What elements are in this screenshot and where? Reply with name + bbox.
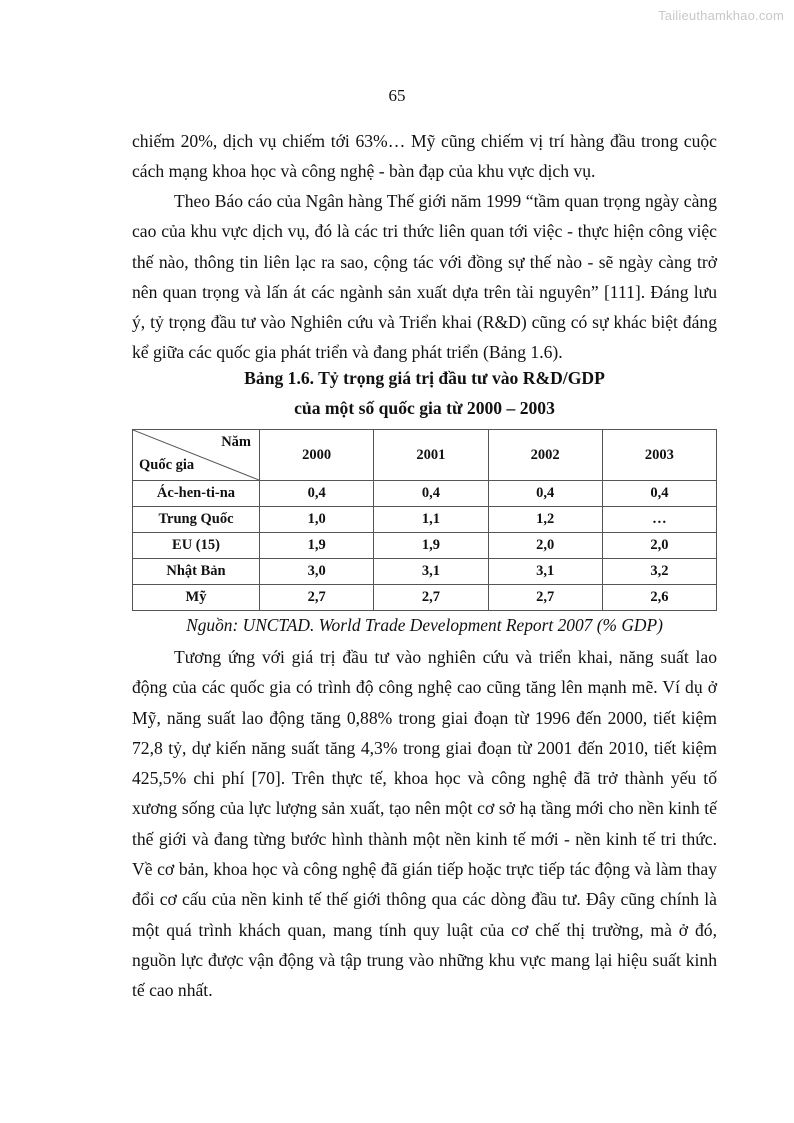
- paragraph-3: Tương ứng với giá trị đầu tư vào nghiên cứu và triển khai, năng suất lao động của các quốc gia có trình độ công nghệ cao cũng tăng lên mạnh mẽ. Ví dụ ở Mỹ, năng suất lao động tăng 0,88% trong giai đoạn từ 1996 đến 2000, tiết kiệm 72,8 tỷ, dự kiến năng suất tăng 4,3% trong giai đoạn từ 2001 đến 2010, tiết kiệm 425,5% chi phí [70]. Trên thực tế, khoa học và công nghệ đã trở thành yếu tố xương sống của lực lượng sản xuất, tạo nên một cơ sở hạ tầng mới cho nền kinh tế thế giới và đang từng bước hình thành một nền kinh tế mới - nền kinh tế tri thức. Về cơ bản, khoa học và công nghệ đã gián tiếp hoặc trực tiếp tác động và làm thay đổi cơ cấu của nền kinh tế thế giới thông qua các dòng đầu tư. Đây cũng chính là một quá trình khách quan, mang tính quy luật của cơ chế thị trường, mà ở đó, nguồn lực được vận động và tập trung vào những khu vực mang lại hiệu suất kinh tế cao nhất.: [132, 647, 717, 1001]
- value-cell: 0,4: [488, 481, 602, 507]
- value-cell: 1,9: [260, 533, 374, 559]
- paragraph-2: Theo Báo cáo của Ngân hàng Thế giới năm 1999 “tầm quan trọng ngày càng cao của khu vực dịch vụ, đó là các tri thức liên quan tới việc - thực hiện công việc thế nào, thông tin liên lạc ra sao, cộng tác với đồng sự thế nào - sẽ ngày càng trở nên quan trọng và lấn át các ngành sản xuất dựa trên tài nguyên” [111]. Đáng lưu ý, tỷ trọng đầu tư vào Nghiên cứu và Triển khai (R&D) cũng có sự khác biệt đáng kể giữa các quốc gia phát triển và đang phát triển (Bảng 1.6).: [132, 191, 717, 363]
- value-cell: 2,7: [260, 585, 374, 611]
- table-row: [133, 507, 717, 533]
- value-cell: 3,1: [374, 559, 488, 585]
- paragraph-1: chiếm 20%, dịch vụ chiếm tới 63%… Mỹ cũng chiếm vị trí hàng đầu trong cuộc cách mạng khoa học và công nghệ - bàn đạp của khu vực dịch vụ.: [132, 131, 717, 182]
- corner-header-cell: [133, 430, 260, 481]
- value-cell: 0,4: [260, 481, 374, 507]
- value-cell: 1,0: [260, 507, 374, 533]
- header-year: 2000: [260, 430, 374, 481]
- table-row: [133, 585, 717, 611]
- watermark: Tailieuthamkhao.com: [658, 8, 784, 23]
- corner-label-country: Quốc gia: [139, 457, 195, 473]
- country-cell: EU (15): [133, 533, 260, 559]
- value-cell: 1,2: [488, 507, 602, 533]
- page-number: 65: [388, 86, 406, 105]
- table-header-row: [133, 430, 717, 481]
- header-year: 2001: [374, 430, 488, 481]
- rd-gdp-table: [132, 429, 717, 611]
- table-caption-title: Bảng 1.6. Tỷ trọng giá trị đầu tư vào R&D/GDP: [244, 368, 605, 388]
- country-cell: Nhật Bản: [133, 559, 260, 585]
- value-cell: 2,6: [602, 585, 716, 611]
- value-cell: …: [602, 507, 716, 533]
- value-cell: 0,4: [374, 481, 488, 507]
- table-source-note: Nguồn: UNCTAD. World Trade Development Report 2007 (% GDP): [186, 615, 663, 635]
- value-cell: 1,1: [374, 507, 488, 533]
- header-year: 2003: [602, 430, 716, 481]
- header-year: 2002: [488, 430, 602, 481]
- value-cell: 3,2: [602, 559, 716, 585]
- value-cell: 2,0: [602, 533, 716, 559]
- value-cell: 2,7: [374, 585, 488, 611]
- table-row: [133, 533, 717, 559]
- value-cell: 2,0: [488, 533, 602, 559]
- value-cell: 0,4: [602, 481, 716, 507]
- country-cell: Trung Quốc: [133, 507, 260, 533]
- corner-label-year: Năm: [221, 434, 251, 450]
- table-row: [133, 481, 717, 507]
- table-row: [133, 559, 717, 585]
- value-cell: 3,0: [260, 559, 374, 585]
- country-cell: Ác-hen-ti-na: [133, 481, 260, 507]
- value-cell: 2,7: [488, 585, 602, 611]
- country-cell: Mỹ: [133, 585, 260, 611]
- value-cell: 1,9: [374, 533, 488, 559]
- table-caption-subtitle: của một số quốc gia từ 2000 – 2003: [294, 398, 555, 418]
- value-cell: 3,1: [488, 559, 602, 585]
